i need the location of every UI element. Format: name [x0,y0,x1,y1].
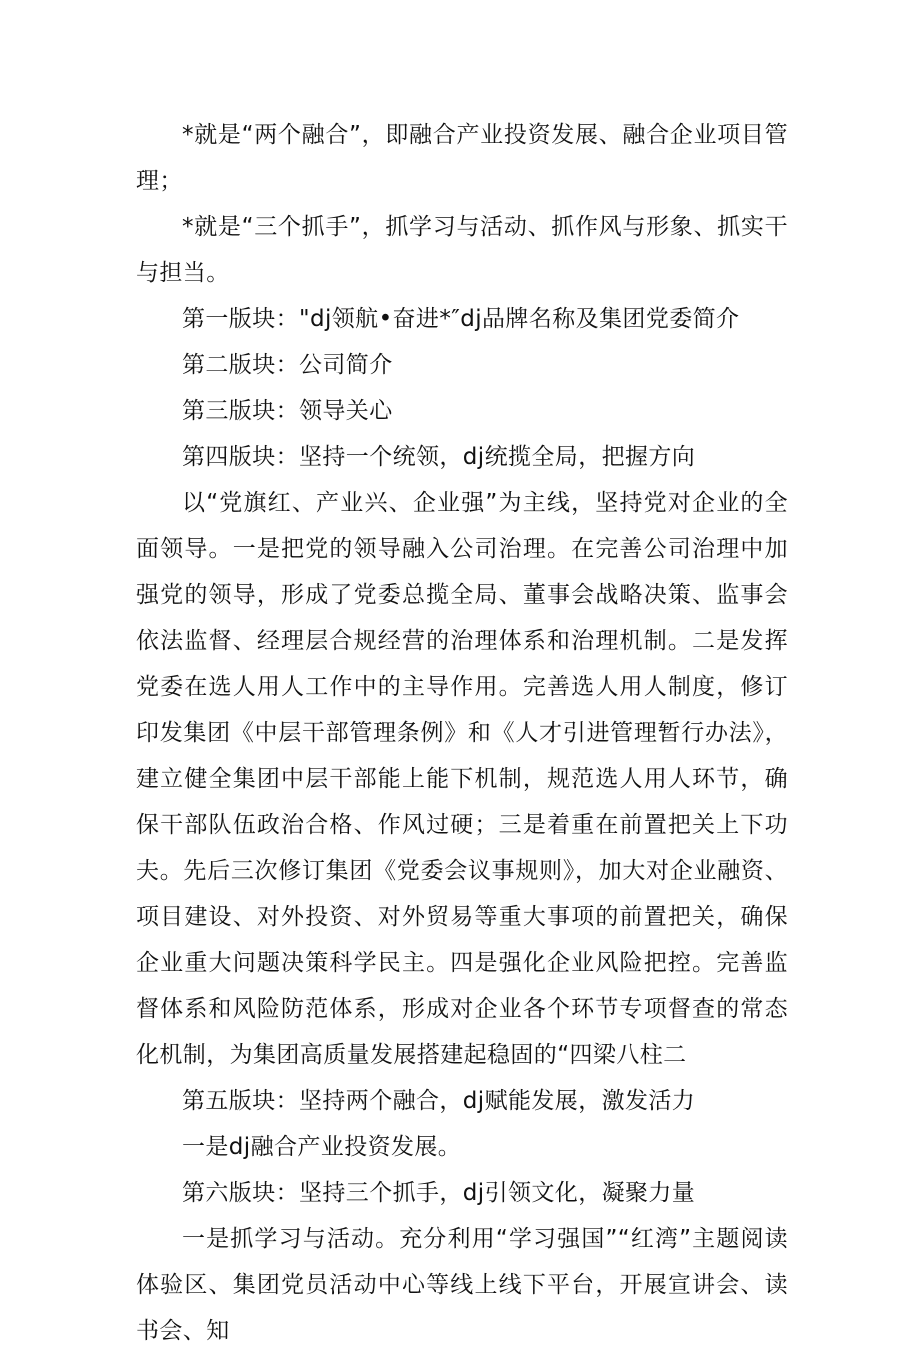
paragraph-section-six: 第六版块：坚持三个抓手，dj引领文化，凝聚力量 [182,1180,696,1206]
paragraph-section-six-body: 一是抓学习与活动。充分利用“学习强国”“红湾”主题阅读体验区、集团党员活动中心等线上线下平台，开展宣讲会、读书会、知 [136,1226,788,1344]
paragraph-section-five-body: 一是dj融合产业投资发展。 [182,1134,462,1160]
paragraph-three-handles: *就是“三个抓手”，抓学习与活动、抓作风与形象、抓实干与担当。 [136,214,788,286]
paragraph-section-four: 第四版块：坚持一个统领，dj统揽全局，把握方向 [182,444,696,470]
paragraph-section-two: 第二版块：公司简介 [182,352,393,378]
paragraph-section-three: 第三版块：领导关心 [182,398,393,424]
paragraph-two-integrations: *就是“两个融合”，即融合产业投资发展、融合企业项目管理； [136,122,788,194]
paragraph-section-one: 第一版块："dj领航•奋进*″dj品牌名称及集团党委简介 [182,306,740,332]
document-body [136,112,788,1354]
paragraph-section-four-body: 以“党旗红、产业兴、企业强”为主线，坚持党对企业的全面领导。一是把党的领导融入公司治理。在完善公司治理中加强党的领导，形成了党委总揽全局、董事会战略决策、监事会依法监督、经理层合规经营的治理体系和治理机制。二是发挥党委在选人用人工作中的主导作用。完善选人用人制度，修订印发集团《中层干部管理条例》和《人才引进管理暂行办法》，建立健全集团中层干部能上能下机制，规范选人用人环节，确保干部队伍政治合格、作风过硬；三是着重在前置把关上下功夫。先后三次修订集团《党委会议事规则》，加大对企业融资、项目建设、对外投资、对外贸易等重大事项的前置把关，确保企业重大问题决策科学民主。四是强化企业风险把控。完善监督体系和风险防范体系，形成对企业各个环节专项督查的常态化机制，为集团高质量发展搭建起稳固的“四梁八柱二 [136,490,788,1068]
paragraph-section-five: 第五版块：坚持两个融合，dj赋能发展，激发活力 [182,1088,696,1114]
